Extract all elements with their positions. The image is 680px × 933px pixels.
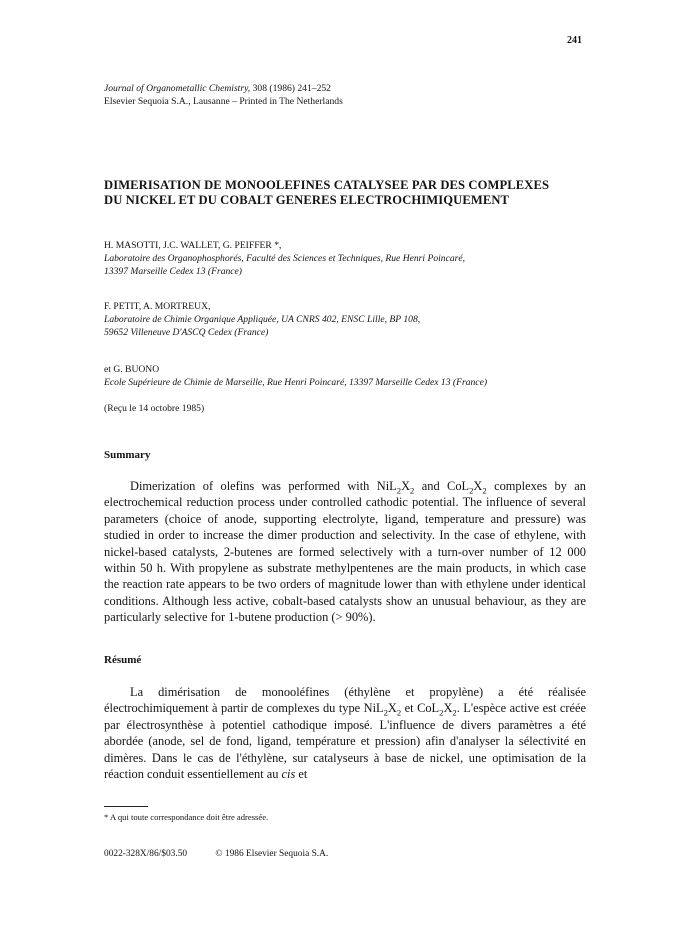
journal-citation (104, 82, 343, 108)
received-date: (Reçu le 14 octobre 1985) (104, 403, 205, 414)
summary-heading: Summary (104, 449, 151, 461)
footnote-divider (104, 806, 148, 807)
summary-paragraph: Dimerization of olefins was performed with $NiL_2X_2$ and $CoL_2X_2$ complexes by an electrochemical reduction process under controlled cathodic potential. The influence of several parameters (choice of anode, supporting electrolyte, ligand, temperature and pressure) was studied in order to increase the dimer production and selectivity. In the case of ethylene, with nickel-based catalysts, 2-butenes are formed selectively with a turn-over number of 12 000 within 50 h. With propylene as substrate methylpentenes are the main products, in which case the reaction rate appears to be two orders of magnitude lower than with ethylene under identical conditions. Although less active, cobalt-based catalysts show an unusual behaviour, as they are particularly selective for 1-butene production (> 90%). (104, 479, 586, 625)
article-title (104, 178, 584, 208)
page-number: 241 (567, 35, 582, 46)
journal-name-line (104, 82, 343, 95)
issn-code: 0022-328X/86/$03.50 (104, 849, 188, 859)
title-line-1: DIMERISATION DE MONOOLEFINES CATALYSEE PAR DES COMPLEXES (104, 178, 550, 192)
copyright-notice: © 1986 Elsevier Sequoia S.A. (215, 849, 329, 859)
author-group-2 (104, 300, 584, 339)
title-line-2: DU NICKEL ET DU COBALT GENERES ELECTROCHIMIQUEMENT (104, 193, 510, 207)
author-group-1 (104, 239, 584, 278)
author-affiliation-address: 59652 Villeneuve D'ASCQ Cedex (France) (104, 327, 269, 338)
footnote: * A qui toute correspondance doit être adressée. (104, 812, 269, 822)
author-names: F. PETIT, A. MORTREUX, (104, 301, 211, 312)
author-affiliation: Ecole Supérieure de Chimie de Marseille, Rue Henri Poincaré, 13397 Marseille Cedex 13 (France) (104, 377, 488, 388)
author-affiliation-address: 13397 Marseille Cedex 13 (France) (104, 266, 243, 277)
resume-heading: Résumé (104, 654, 142, 666)
author-affiliation: Laboratoire de Chimie Organique Appliquée, UA CNRS 402, ENSC Lille, BP 108, (104, 314, 421, 325)
author-group-3 (104, 363, 584, 389)
journal-name: Journal of Organometallic Chemistry, (104, 83, 251, 94)
page-footer (104, 849, 354, 859)
journal-publisher: Elsevier Sequoia S.A., Lausanne – Printed in The Netherlands (104, 96, 343, 107)
author-affiliation: Laboratoire des Organophosphorés, Faculté des Sciences et Techniques, Rue Henri Poincaré, (104, 253, 466, 264)
journal-volume: 308 (1986) 241–252 (252, 83, 331, 94)
author-names: et G. BUONO (104, 364, 160, 375)
resume-paragraph: La dimérisation de monooléfines (éthylène et propylène) a été réalisée électrochimiquement à partir de complexes du type $NiL_2X_2$ et $CoL_2X_2$. L'espèce active est créée par électrosynthèse à potentiel cathodique imposé. L'influence de divers paramètres a été abordée (anode, sel de fond, ligand, température et pression) afin d'analyser la sélectivité en dimères. Dans le cas de l'éthylène, sur catalyseurs à base de nickel, une optimisation de la réaction conduit essentiellement au cis et (104, 685, 587, 782)
author-names: H. MASOTTI, J.C. WALLET, G. PEIFFER *, (104, 240, 282, 251)
